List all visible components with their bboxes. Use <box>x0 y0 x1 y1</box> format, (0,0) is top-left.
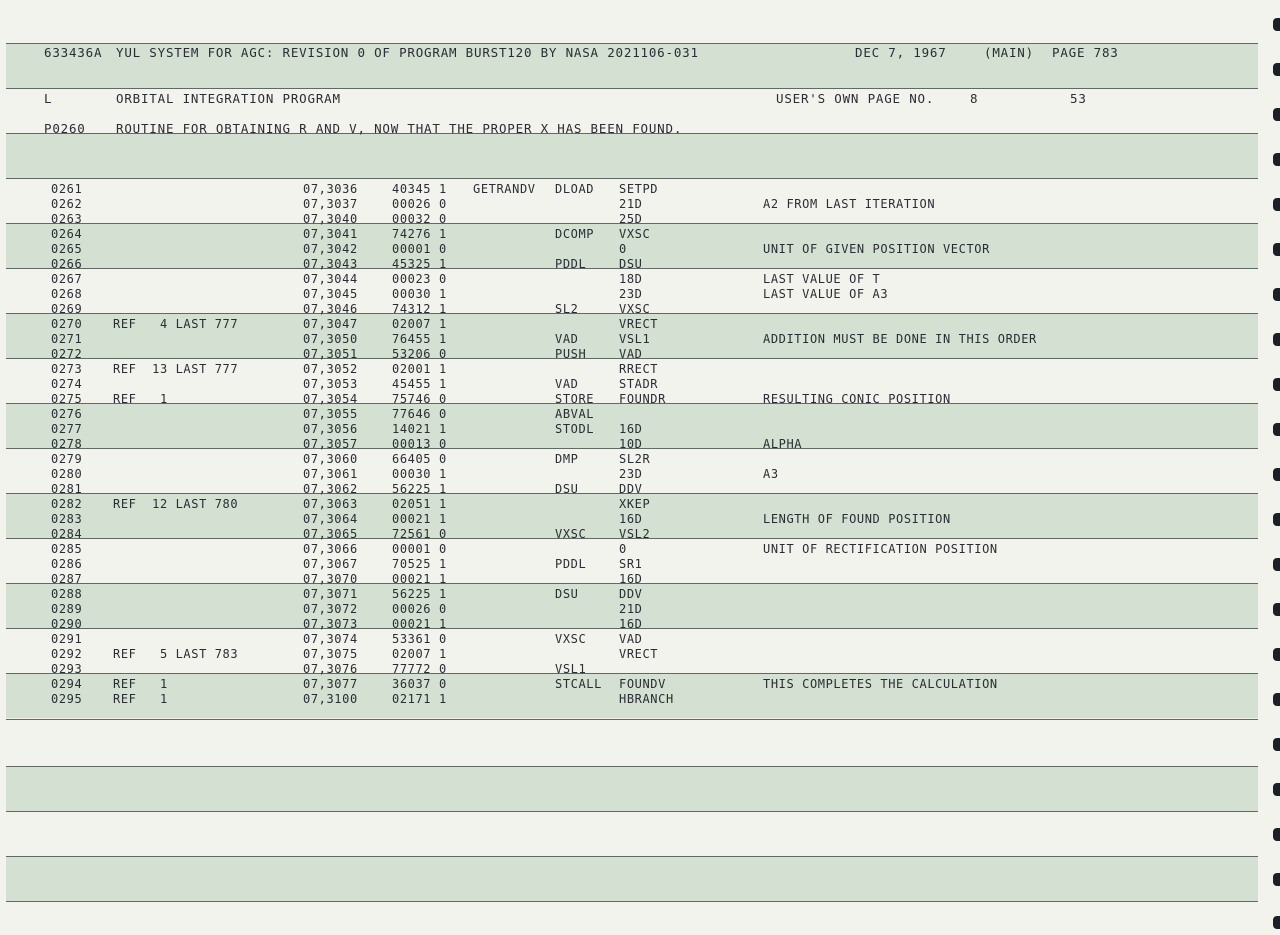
operand: VXSC <box>619 302 651 316</box>
paper-band <box>6 856 1258 901</box>
operand: 0 <box>619 542 627 556</box>
operand: STADR <box>619 377 659 391</box>
memory-location: 07,3041 <box>303 227 358 241</box>
line-comment: ADDITION MUST BE DONE IN THIS ORDER <box>763 332 1037 346</box>
line-comment: RESULTING CONIC POSITION <box>763 392 951 406</box>
card-number: 0295 <box>51 692 83 706</box>
cross-reference: REF 1 <box>113 677 168 691</box>
octal-word: 00030 1 <box>392 467 447 481</box>
users-page-number: 8 <box>970 91 979 106</box>
opcode: VXSC <box>555 632 587 646</box>
octal-word: 02001 1 <box>392 362 447 376</box>
octal-word: 02007 1 <box>392 317 447 331</box>
octal-word: 36037 0 <box>392 677 447 691</box>
cross-reference: REF 1 <box>113 392 168 406</box>
operand: 16D <box>619 512 643 526</box>
memory-location: 07,3046 <box>303 302 358 316</box>
operand: 21D <box>619 602 643 616</box>
opcode: PDDL <box>555 557 587 571</box>
octal-word: 00032 0 <box>392 212 447 226</box>
card-number: 0275 <box>51 392 83 406</box>
tractor-feed-strip <box>1270 0 1280 935</box>
card-number: 0278 <box>51 437 83 451</box>
memory-location: 07,3075 <box>303 647 358 661</box>
memory-location: 07,3100 <box>303 692 358 706</box>
memory-location: 07,3073 <box>303 617 358 631</box>
feed-hole <box>1273 108 1280 121</box>
octal-word: 14021 1 <box>392 422 447 436</box>
card-number: 0261 <box>51 182 83 196</box>
opcode: STCALL <box>555 677 602 691</box>
cross-reference: REF 4 LAST 777 <box>113 317 239 331</box>
users-page-label: USER'S OWN PAGE NO. <box>776 91 935 106</box>
opcode: STORE <box>555 392 595 406</box>
octal-word: 45455 1 <box>392 377 447 391</box>
opcode: VAD <box>555 332 579 346</box>
cross-reference: REF 1 <box>113 692 168 706</box>
comment-card-number: P0260 <box>44 121 86 136</box>
octal-word: 72561 0 <box>392 527 447 541</box>
feed-hole <box>1273 873 1280 886</box>
band-rule <box>6 856 1258 857</box>
feed-hole <box>1273 603 1280 616</box>
operand: 16D <box>619 572 643 586</box>
card-number: 0285 <box>51 542 83 556</box>
opcode: VSL1 <box>555 662 587 676</box>
memory-location: 07,3052 <box>303 362 358 376</box>
line-comment: A2 FROM LAST ITERATION <box>763 197 936 211</box>
band-rule <box>6 766 1258 767</box>
memory-location: 07,3051 <box>303 347 358 361</box>
feed-hole <box>1273 153 1280 166</box>
memory-location: 07,3077 <box>303 677 358 691</box>
memory-location: 07,3037 <box>303 197 358 211</box>
operand: VSL1 <box>619 332 651 346</box>
card-number: 0280 <box>51 467 83 481</box>
octal-word: 77646 0 <box>392 407 447 421</box>
card-number: 0266 <box>51 257 83 271</box>
octal-word: 00026 0 <box>392 602 447 616</box>
section-label: (MAIN) <box>984 45 1034 60</box>
octal-word: 66405 0 <box>392 452 447 466</box>
octal-word: 77772 0 <box>392 662 447 676</box>
line-comment: A3 <box>763 467 779 481</box>
routine-comment: ROUTINE FOR OBTAINING R AND V, NOW THAT THE PROPER X HAS BEEN FOUND. <box>116 121 683 136</box>
card-number: 0281 <box>51 482 83 496</box>
feed-hole <box>1273 198 1280 211</box>
operand: 25D <box>619 212 643 226</box>
memory-location: 07,3050 <box>303 332 358 346</box>
memory-location: 07,3067 <box>303 557 358 571</box>
band-rule <box>6 811 1258 812</box>
operand: VXSC <box>619 227 651 241</box>
operand: XKEP <box>619 497 651 511</box>
feed-hole <box>1273 378 1280 391</box>
octal-word: 00026 0 <box>392 197 447 211</box>
band-rule <box>6 88 1258 89</box>
feed-hole <box>1273 63 1280 76</box>
operand: 16D <box>619 422 643 436</box>
octal-word: 00021 1 <box>392 617 447 631</box>
memory-location: 07,3074 <box>303 632 358 646</box>
feed-hole <box>1273 558 1280 571</box>
opcode: DLOAD <box>555 182 595 196</box>
memory-location: 07,3060 <box>303 452 358 466</box>
feed-hole <box>1273 916 1280 929</box>
print-date: DEC 7, 1967 <box>855 45 947 60</box>
card-number: 0290 <box>51 617 83 631</box>
paper-band <box>6 718 1258 763</box>
memory-location: 07,3072 <box>303 602 358 616</box>
operand: 10D <box>619 437 643 451</box>
band-rule <box>6 178 1258 179</box>
card-number: 0282 <box>51 497 83 511</box>
memory-location: 07,3061 <box>303 467 358 481</box>
line-comment: LAST VALUE OF A3 <box>763 287 889 301</box>
card-number: 0279 <box>51 452 83 466</box>
cross-reference: REF 12 LAST 780 <box>113 497 239 511</box>
line-comment: UNIT OF GIVEN POSITION VECTOR <box>763 242 990 256</box>
line-comment: THIS COMPLETES THE CALCULATION <box>763 677 998 691</box>
log-number: 53 <box>1070 91 1087 106</box>
octal-word: 02051 1 <box>392 497 447 511</box>
card-number: 0284 <box>51 527 83 541</box>
octal-word: 53206 0 <box>392 347 447 361</box>
operand: VSL2 <box>619 527 651 541</box>
line-comment: LENGTH OF FOUND POSITION <box>763 512 951 526</box>
memory-location: 07,3056 <box>303 422 358 436</box>
memory-location: 07,3076 <box>303 662 358 676</box>
opcode: DMP <box>555 452 579 466</box>
opcode: DCOMP <box>555 227 595 241</box>
line-comment: UNIT OF RECTIFICATION POSITION <box>763 542 998 556</box>
card-number: 0277 <box>51 422 83 436</box>
memory-location: 07,3071 <box>303 587 358 601</box>
feed-hole <box>1273 513 1280 526</box>
band-rule <box>6 719 1258 720</box>
page-number: PAGE 783 <box>1052 45 1119 60</box>
octal-word: 74276 1 <box>392 227 447 241</box>
line-comment: LAST VALUE OF T <box>763 272 881 286</box>
card-number: 0272 <box>51 347 83 361</box>
card-number: 0268 <box>51 287 83 301</box>
octal-word: 74312 1 <box>392 302 447 316</box>
operand: RRECT <box>619 362 659 376</box>
operand: SR1 <box>619 557 643 571</box>
octal-word: 70525 1 <box>392 557 447 571</box>
memory-location: 07,3063 <box>303 497 358 511</box>
card-number: 0264 <box>51 227 83 241</box>
paper-band <box>6 811 1258 856</box>
operand: VAD <box>619 347 643 361</box>
operand: 23D <box>619 287 643 301</box>
feed-hole <box>1273 243 1280 256</box>
octal-word: 75746 0 <box>392 392 447 406</box>
operand: FOUNDR <box>619 392 666 406</box>
job-id: 633436A <box>44 45 103 60</box>
paper-band <box>6 133 1258 178</box>
octal-word: 40345 1 <box>392 182 447 196</box>
feed-hole <box>1273 423 1280 436</box>
octal-word: 02007 1 <box>392 647 447 661</box>
system-title: YUL SYSTEM FOR AGC: REVISION 0 OF PROGRAM BURST120 BY NASA 2021106-031 <box>116 45 699 60</box>
operand: 18D <box>619 272 643 286</box>
opcode: DSU <box>555 587 579 601</box>
card-number: 0287 <box>51 572 83 586</box>
opcode: PUSH <box>555 347 587 361</box>
octal-word: 00001 0 <box>392 242 447 256</box>
card-number: 0271 <box>51 332 83 346</box>
operand: VRECT <box>619 317 659 331</box>
opcode: STODL <box>555 422 595 436</box>
octal-word: 00001 0 <box>392 542 447 556</box>
memory-location: 07,3064 <box>303 512 358 526</box>
octal-word: 45325 1 <box>392 257 447 271</box>
card-number: 0262 <box>51 197 83 211</box>
memory-location: 07,3044 <box>303 272 358 286</box>
operand: DDV <box>619 587 643 601</box>
memory-location: 07,3043 <box>303 257 358 271</box>
memory-location: 07,3054 <box>303 392 358 406</box>
card-number: 0294 <box>51 677 83 691</box>
card-number: 0283 <box>51 512 83 526</box>
card-number: 0273 <box>51 362 83 376</box>
type-code: L <box>44 91 53 106</box>
band-rule <box>6 673 1258 674</box>
opcode: DSU <box>555 482 579 496</box>
feed-hole <box>1273 783 1280 796</box>
memory-location: 07,3042 <box>303 242 358 256</box>
memory-location: 07,3065 <box>303 527 358 541</box>
memory-location: 07,3070 <box>303 572 358 586</box>
octal-word: 53361 0 <box>392 632 447 646</box>
feed-hole <box>1273 18 1280 31</box>
feed-hole <box>1273 738 1280 751</box>
operand: SETPD <box>619 182 659 196</box>
feed-hole <box>1273 468 1280 481</box>
card-number: 0288 <box>51 587 83 601</box>
card-number: 0289 <box>51 602 83 616</box>
card-number: 0276 <box>51 407 83 421</box>
paper-band <box>6 766 1258 811</box>
feed-hole <box>1273 333 1280 346</box>
operand: HBRANCH <box>619 692 674 706</box>
operand: 0 <box>619 242 627 256</box>
operand: 16D <box>619 617 643 631</box>
feed-hole <box>1273 648 1280 661</box>
card-number: 0265 <box>51 242 83 256</box>
card-number: 0270 <box>51 317 83 331</box>
opcode: ABVAL <box>555 407 595 421</box>
memory-location: 07,3055 <box>303 407 358 421</box>
octal-word: 00021 1 <box>392 572 447 586</box>
operand: VRECT <box>619 647 659 661</box>
operand: FOUNDV <box>619 677 666 691</box>
memory-location: 07,3057 <box>303 437 358 451</box>
octal-word: 02171 1 <box>392 692 447 706</box>
octal-word: 00021 1 <box>392 512 447 526</box>
octal-word: 00030 1 <box>392 287 447 301</box>
operand: DSU <box>619 257 643 271</box>
octal-word: 00013 0 <box>392 437 447 451</box>
feed-hole <box>1273 693 1280 706</box>
operand: SL2R <box>619 452 651 466</box>
memory-location: 07,3040 <box>303 212 358 226</box>
operand: DDV <box>619 482 643 496</box>
card-number: 0263 <box>51 212 83 226</box>
opcode: VXSC <box>555 527 587 541</box>
cross-reference: REF 5 LAST 783 <box>113 647 239 661</box>
octal-word: 56225 1 <box>392 587 447 601</box>
opcode: SL2 <box>555 302 579 316</box>
program-name: ORBITAL INTEGRATION PROGRAM <box>116 91 341 106</box>
memory-location: 07,3047 <box>303 317 358 331</box>
octal-word: 00023 0 <box>392 272 447 286</box>
memory-location: 07,3066 <box>303 542 358 556</box>
octal-word: 56225 1 <box>392 482 447 496</box>
operand: VAD <box>619 632 643 646</box>
symbol-label: GETRANDV <box>473 182 536 196</box>
octal-word: 76455 1 <box>392 332 447 346</box>
memory-location: 07,3045 <box>303 287 358 301</box>
card-number: 0274 <box>51 377 83 391</box>
memory-location: 07,3036 <box>303 182 358 196</box>
memory-location: 07,3053 <box>303 377 358 391</box>
memory-location: 07,3062 <box>303 482 358 496</box>
card-number: 0269 <box>51 302 83 316</box>
card-number: 0292 <box>51 647 83 661</box>
card-number: 0286 <box>51 557 83 571</box>
operand: 23D <box>619 467 643 481</box>
line-comment: ALPHA <box>763 437 803 451</box>
opcode: PDDL <box>555 257 587 271</box>
opcode: VAD <box>555 377 579 391</box>
cross-reference: REF 13 LAST 777 <box>113 362 239 376</box>
card-number: 0291 <box>51 632 83 646</box>
feed-hole <box>1273 828 1280 841</box>
card-number: 0293 <box>51 662 83 676</box>
band-rule <box>6 43 1258 44</box>
card-number: 0267 <box>51 272 83 286</box>
operand: 21D <box>619 197 643 211</box>
feed-hole <box>1273 288 1280 301</box>
band-rule <box>6 901 1258 902</box>
